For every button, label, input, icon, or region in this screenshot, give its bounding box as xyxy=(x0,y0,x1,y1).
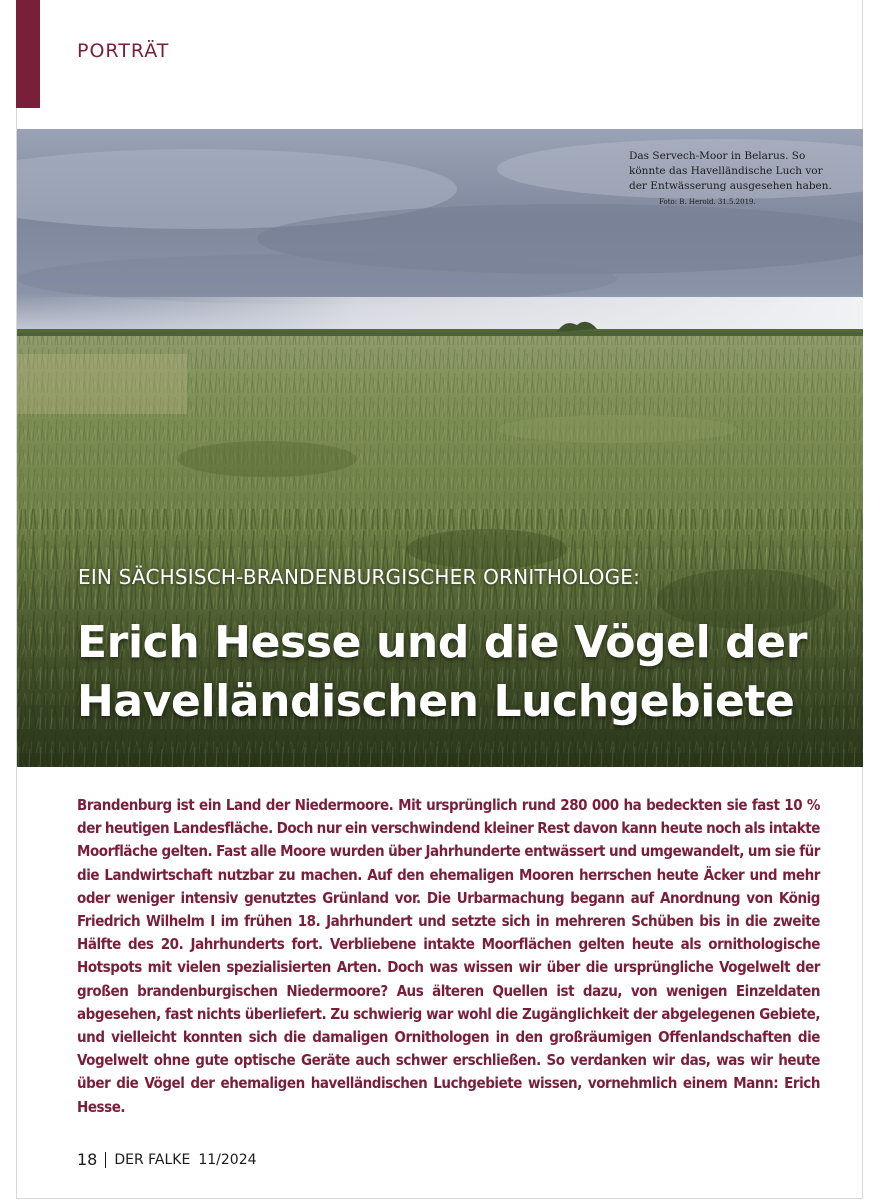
caption-text: Das Servech-Moor in Belarus. So könnte das Havelländische Luch vor der Entwässerung ausgesehen haben. xyxy=(629,150,832,192)
title-line-2: Havelländischen Luchgebiete xyxy=(77,676,795,727)
photo-caption xyxy=(629,149,839,210)
issue-number: 11/2024 xyxy=(198,1151,257,1168)
footer-separator xyxy=(105,1152,106,1168)
magazine-name: DER FALKE xyxy=(114,1151,191,1168)
photo-credit: Foto: B. Herold. 31.5.2019. xyxy=(659,198,756,206)
page-number: 18 xyxy=(77,1150,98,1169)
accent-bar xyxy=(16,0,40,108)
article-lead: Brandenburg ist ein Land der Niedermoore. Mit ursprünglich rund 280 000 ha bedeckten sie fast 10 % der heutigen Landesfläche. Doch nur ein verschwindend kleiner Rest davon kann heute noch als intakte Moorfläche gelten. Fast alle Moore wurden über Jahrhunderte entwässert und umgewandelt, um sie für die Landwirtschaft nutzbar zu machen. Auf den ehemaligen Mooren herrschen heute Äcker und mehr oder weniger intensiv genutztes Grünland vor. Die Urbarmachung begann auf Anordnung von König Friedrich Wilhelm I im frühen 18. Jahrhundert und setzte sich in mehreren Schüben bis in die zweite Hälfte des 20. Jahrhunderts fort. Verbliebene intakte Moorflächen gelten heute als ornithologische Hotspots mit vielen spezialisierten Arten. Doch was wissen wir über die ursprüngliche Vogelwelt der großen brandenburgischen Niedermoore? Aus älteren Quellen ist dazu, von wenigen Einzeldaten abgesehen, fast nichts überliefert. Zu schwierig war wohl die Zugänglichkeit der abgelegenen Gebiete, und vielleicht konnten sich die damaligen Ornithologen in den großräumigen Offenlandschaften die Vogelwelt ohne gute optische Geräte auch schwer erschließen. So verdanken wir das, was wir heute über die Vögel der ehemaligen havelländischen Luchgebiete wissen, vornehmlich einem Mann: Erich Hesse. xyxy=(77,796,820,1116)
article-title xyxy=(77,613,807,731)
hero-image xyxy=(17,129,863,767)
article-kicker: EIN SÄCHSISCH-BRANDENBURGISCHER ORNITHOLOGE: xyxy=(78,565,641,589)
page-footer xyxy=(77,1150,257,1169)
section-label: PORTRÄT xyxy=(77,40,170,62)
title-line-1: Erich Hesse und die Vögel der xyxy=(77,617,808,668)
